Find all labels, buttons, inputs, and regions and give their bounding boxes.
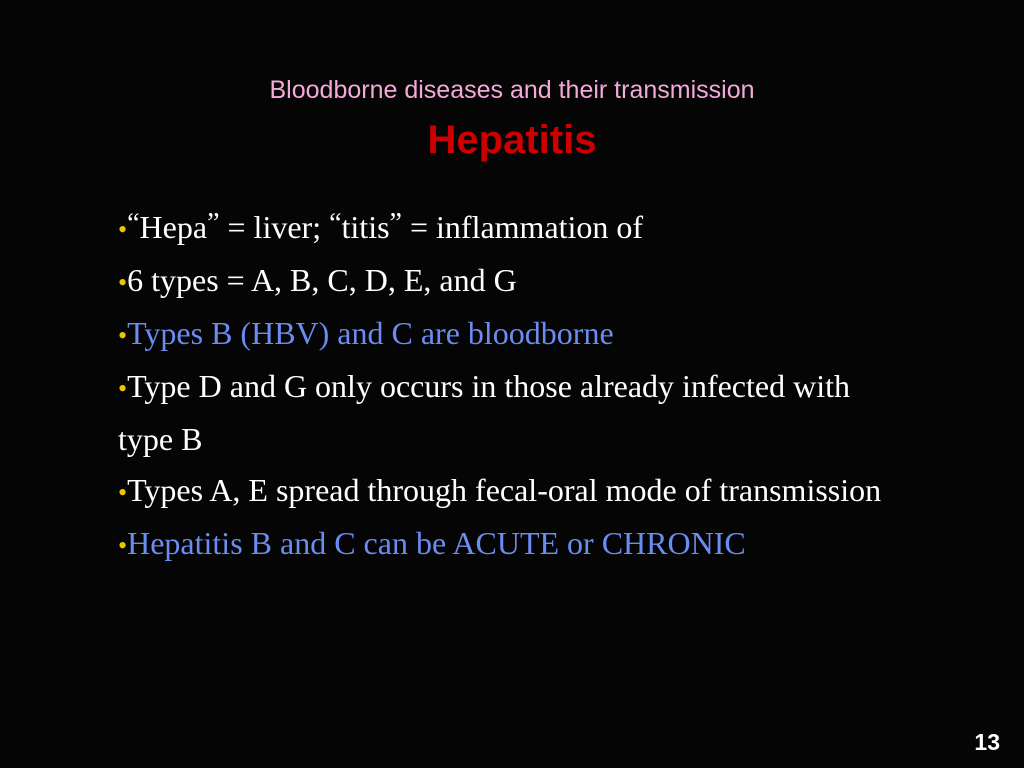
bullet-text: Hepa <box>139 209 208 245</box>
bullet-item <box>118 202 908 255</box>
close-quote: ” <box>389 208 402 239</box>
page-number: 13 <box>974 729 1000 755</box>
bullet-dot: • <box>118 478 128 507</box>
bullet-dot: • <box>118 374 128 403</box>
bullet-text: Types A, E spread through fecal-oral mode of transmission <box>127 472 882 508</box>
bullet-list <box>118 202 908 571</box>
bullet-text: Type D and G only occurs in those already infected with type B <box>118 368 850 457</box>
slide-title: Hepatitis <box>427 118 597 162</box>
bullet-text: titis <box>341 209 390 245</box>
close-quote: ” <box>207 208 220 239</box>
bullet-text: = liver; <box>219 209 330 245</box>
bullet-text: 6 types = A, B, C, D, E, and G <box>127 262 517 298</box>
bullet-item <box>118 361 908 465</box>
open-quote: “ <box>127 208 140 239</box>
bullet-dot: • <box>118 321 128 350</box>
bullet-text: Hepatitis B and C can be ACUTE or CHRONIC <box>127 525 746 561</box>
bullet-text: Types B (HBV) and C are bloodborne <box>127 315 614 351</box>
bullet-item <box>118 255 908 308</box>
bullet-dot: • <box>118 215 128 244</box>
bullet-dot: • <box>118 531 128 560</box>
open-quote: “ <box>329 208 342 239</box>
bullet-item <box>118 465 908 518</box>
bullet-item-highlight <box>118 308 908 361</box>
bullet-item-highlight <box>118 518 908 571</box>
bullet-text: = inflammation of <box>401 209 644 245</box>
slide-subtitle: Bloodborne diseases and their transmission <box>269 76 755 104</box>
bullet-dot: • <box>118 268 128 297</box>
